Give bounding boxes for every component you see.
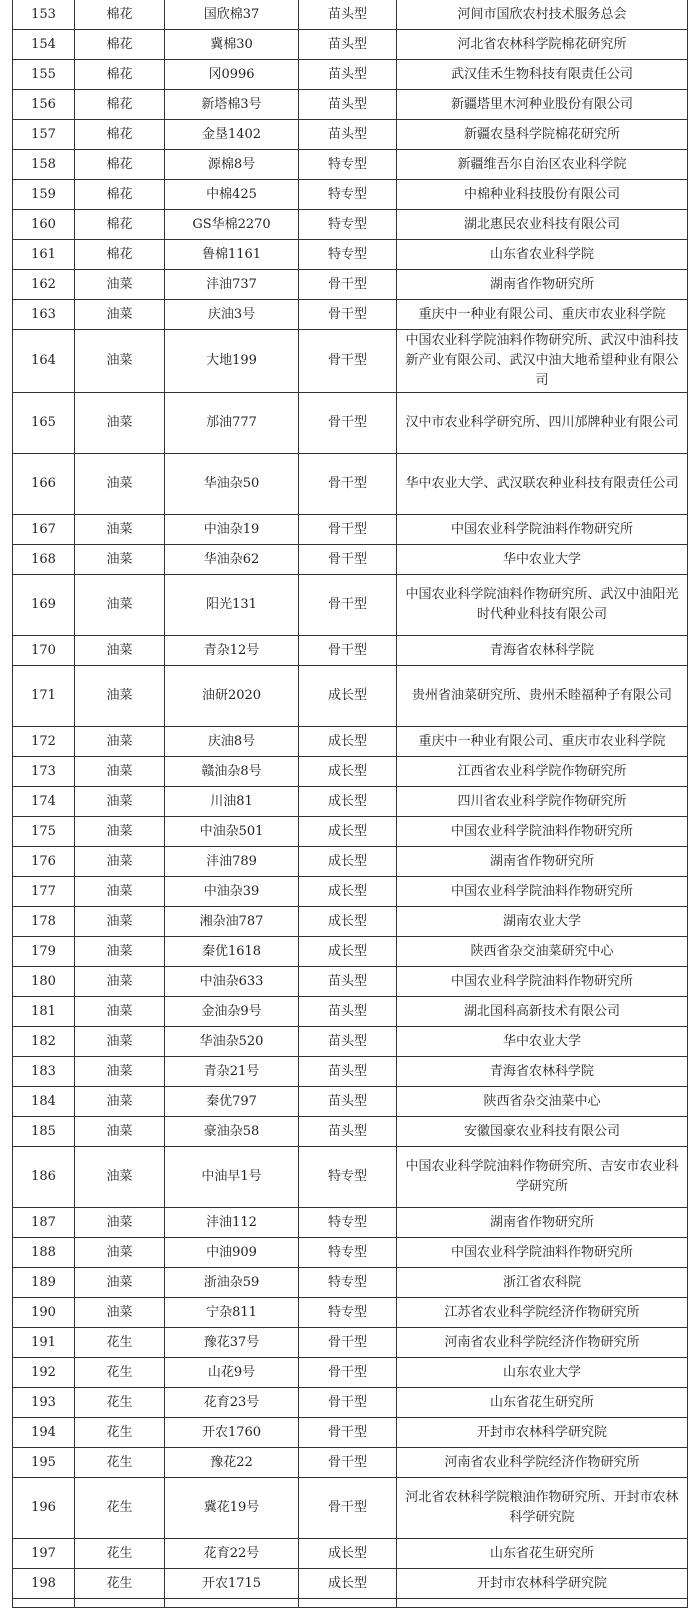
- variety-name-cell: 华油杂50: [165, 454, 299, 515]
- variety-table: [12, 0, 688, 1608]
- crop-cell: 油菜: [75, 575, 165, 636]
- row-number-cell: 185: [13, 1117, 75, 1147]
- table-row: [13, 937, 688, 967]
- row-number-cell: 172: [13, 727, 75, 757]
- table-row: [13, 877, 688, 907]
- organization-cell: 中国农业科学院油料作物研究所: [397, 877, 688, 907]
- row-number-cell: 166: [13, 454, 75, 515]
- table-row: [13, 150, 688, 180]
- crop-cell: 油菜: [75, 1117, 165, 1147]
- table-row: [13, 1208, 688, 1238]
- row-number-cell: 194: [13, 1418, 75, 1448]
- variety-type-cell: 特专型: [299, 1238, 397, 1268]
- crop-cell: 花生: [75, 1569, 165, 1599]
- table-row: [13, 1569, 688, 1599]
- crop-cell: 花生: [75, 1539, 165, 1569]
- row-number-cell: 178: [13, 907, 75, 937]
- row-number-cell: 171: [13, 666, 75, 727]
- row-number-cell: 169: [13, 575, 75, 636]
- row-number-cell: 155: [13, 60, 75, 90]
- organization-cell: 汉中市农业科学研究所、四川邡牌种业有限公司: [397, 393, 688, 454]
- organization-cell: 华中农业大学、武汉联农种业科技有限责任公司: [397, 454, 688, 515]
- organization-cell: 湖南省作物研究所: [397, 270, 688, 300]
- crop-cell: 棉花: [75, 120, 165, 150]
- row-number-cell: 189: [13, 1268, 75, 1298]
- crop-cell: 油菜: [75, 454, 165, 515]
- table-row: [13, 60, 688, 90]
- row-number-cell: 187: [13, 1208, 75, 1238]
- variety-name-cell: 川油81: [165, 787, 299, 817]
- variety-type-cell: 特专型: [299, 1298, 397, 1328]
- organization-cell: 中国农业科学院油料作物研究所: [397, 515, 688, 545]
- row-number-cell: 170: [13, 636, 75, 666]
- crop-cell: 油菜: [75, 1057, 165, 1087]
- variety-name-cell: 邡油777: [165, 393, 299, 454]
- row-number-cell: 154: [13, 30, 75, 60]
- variety-name-cell: 中油早1号: [165, 1147, 299, 1208]
- row-number-cell: 160: [13, 210, 75, 240]
- crop-cell: 油菜: [75, 1238, 165, 1268]
- crop-cell: 花生: [75, 1448, 165, 1478]
- variety-name-cell: 庆油3号: [165, 300, 299, 330]
- variety-type-cell: 特专型: [299, 1208, 397, 1238]
- organization-cell: 陕西省杂交油菜研究中心: [397, 937, 688, 967]
- row-number-cell: 173: [13, 757, 75, 787]
- variety-type-cell: 骨干型: [299, 393, 397, 454]
- variety-type-cell: 特专型: [299, 180, 397, 210]
- variety-type-cell: 骨干型: [299, 1358, 397, 1388]
- crop-cell: 棉花: [75, 180, 165, 210]
- variety-name-cell: 沣油112: [165, 1208, 299, 1238]
- variety-name-cell: 开农1715: [165, 1569, 299, 1599]
- organization-cell: 湖南农业大学: [397, 907, 688, 937]
- organization-cell: 华中农业大学: [397, 545, 688, 575]
- variety-name-cell: 赣油杂8号: [165, 757, 299, 787]
- variety-type-cell: 骨干型: [299, 330, 397, 393]
- variety-type-cell: 骨干型: [299, 1448, 397, 1478]
- table-row: [13, 1147, 688, 1208]
- row-number-cell: 153: [13, 0, 75, 30]
- table-row: [13, 907, 688, 937]
- crop-cell: 油菜: [75, 1268, 165, 1298]
- variety-name-cell: 秦优1618: [165, 937, 299, 967]
- table-row: [13, 575, 688, 636]
- crop-cell: 油菜: [75, 907, 165, 937]
- organization-cell: 青海省农林科学院: [397, 636, 688, 666]
- crop-cell: 油菜: [75, 515, 165, 545]
- row-number-cell: 162: [13, 270, 75, 300]
- organization-cell: 湖南省作物研究所: [397, 1208, 688, 1238]
- row-number-cell: 157: [13, 120, 75, 150]
- crop-cell: 油菜: [75, 545, 165, 575]
- variety-name-cell: 中棉425: [165, 180, 299, 210]
- organization-cell: 安徽国豪农业科技有限公司: [397, 1117, 688, 1147]
- table-row: [13, 666, 688, 727]
- variety-name-cell: 开农1760: [165, 1418, 299, 1448]
- table-row: [13, 636, 688, 666]
- table-row: [13, 997, 688, 1027]
- table-row: [13, 1388, 688, 1418]
- row-number-cell: 184: [13, 1087, 75, 1117]
- organization-cell: 青海省农林科学院: [397, 1057, 688, 1087]
- crop-cell: 油菜: [75, 666, 165, 727]
- crop-cell: 棉花: [75, 210, 165, 240]
- variety-name-cell: 青杂12号: [165, 636, 299, 666]
- variety-name-cell: 中油杂19: [165, 515, 299, 545]
- organization-cell: 山东省花生研究所: [397, 1388, 688, 1418]
- organization-cell: 重庆中一种业有限公司、重庆市农业科学院: [397, 300, 688, 330]
- variety-type-cell: 特专型: [299, 1147, 397, 1208]
- table-row: [13, 120, 688, 150]
- crop-cell: 油菜: [75, 636, 165, 666]
- organization-cell: 河北省农林科学院棉花研究所: [397, 30, 688, 60]
- variety-name-cell: 冈0996: [165, 60, 299, 90]
- organization-cell: 中国农业科学院油料作物研究所: [397, 967, 688, 997]
- variety-type-cell: 苗头型: [299, 1057, 397, 1087]
- variety-name-cell: 中油杂633: [165, 967, 299, 997]
- table-row: [13, 545, 688, 575]
- organization-cell: 江西省农业科学院作物研究所: [397, 757, 688, 787]
- organization-cell: 河北省农林科学院粮油作物研究所、开封市农林科学研究院: [397, 1478, 688, 1539]
- variety-type-cell: 成长型: [299, 666, 397, 727]
- crop-cell: 油菜: [75, 1298, 165, 1328]
- crop-cell: 花生: [75, 1418, 165, 1448]
- table-row: [13, 1268, 688, 1298]
- variety-name-cell: 宁杂811: [165, 1298, 299, 1328]
- row-number-cell: 182: [13, 1027, 75, 1057]
- variety-name-cell: 中油909: [165, 1238, 299, 1268]
- variety-type-cell: 成长型: [299, 907, 397, 937]
- variety-type-cell: 特专型: [299, 210, 397, 240]
- organization-cell: 新疆塔里木河种业股份有限公司: [397, 90, 688, 120]
- table-row: [13, 757, 688, 787]
- variety-type-cell: 成长型: [299, 877, 397, 907]
- row-number-cell: 190: [13, 1298, 75, 1328]
- variety-type-cell: 苗头型: [299, 90, 397, 120]
- variety-type-cell: 骨干型: [299, 515, 397, 545]
- variety-type-cell: 苗头型: [299, 1117, 397, 1147]
- crop-cell: 油菜: [75, 270, 165, 300]
- variety-name-cell: 中油杂501: [165, 817, 299, 847]
- crop-cell: 花生: [75, 1328, 165, 1358]
- table-row: [13, 1448, 688, 1478]
- variety-name-cell: 国欣棉37: [165, 0, 299, 30]
- table-row: [13, 1057, 688, 1087]
- organization-cell: 山东农业大学: [397, 1358, 688, 1388]
- variety-name-cell: 豫花37号: [165, 1328, 299, 1358]
- row-number-cell: 165: [13, 393, 75, 454]
- variety-type-cell: 成长型: [299, 847, 397, 877]
- variety-type-cell: 苗头型: [299, 1087, 397, 1117]
- table-row: [13, 300, 688, 330]
- row-number-cell: 174: [13, 787, 75, 817]
- organization-cell: 武汉佳禾生物科技有限责任公司: [397, 60, 688, 90]
- organization-cell: 四川省农业科学院作物研究所: [397, 787, 688, 817]
- variety-type-cell: 苗头型: [299, 120, 397, 150]
- variety-type-cell: 苗头型: [299, 30, 397, 60]
- row-number-cell: 186: [13, 1147, 75, 1208]
- table-row: [13, 1478, 688, 1539]
- table-row: [13, 1027, 688, 1057]
- variety-type-cell: 特专型: [299, 150, 397, 180]
- variety-type-cell: 成长型: [299, 787, 397, 817]
- table-row: [13, 454, 688, 515]
- crop-cell: 油菜: [75, 787, 165, 817]
- crop-cell: 棉花: [75, 30, 165, 60]
- row-number-cell: 177: [13, 877, 75, 907]
- organization-cell: 中国农业科学院油料作物研究所、吉安市农业科学研究所: [397, 1147, 688, 1208]
- crop-cell: 油菜: [75, 817, 165, 847]
- table-row: [13, 727, 688, 757]
- organization-cell: 中国农业科学院油料作物研究所: [397, 1238, 688, 1268]
- variety-name-cell: 湘杂油787: [165, 907, 299, 937]
- table-row: [13, 1418, 688, 1448]
- organization-cell: 浙江省农科院: [397, 1268, 688, 1298]
- variety-name-cell: 花育22号: [165, 1539, 299, 1569]
- variety-type-cell: 成长型: [299, 817, 397, 847]
- variety-type-cell: 骨干型: [299, 1388, 397, 1418]
- row-number-cell: 156: [13, 90, 75, 120]
- row-number-cell: 181: [13, 997, 75, 1027]
- variety-name-cell: 中油杂39: [165, 877, 299, 907]
- variety-name-cell: 沣油737: [165, 270, 299, 300]
- table-row: [13, 1238, 688, 1268]
- organization-cell: 陕西省杂交油菜中心: [397, 1087, 688, 1117]
- variety-name-cell: GS华棉2270: [165, 210, 299, 240]
- organization-cell: 河间市国欣农村技术服务总会: [397, 0, 688, 30]
- variety-type-cell: 苗头型: [299, 0, 397, 30]
- variety-type-cell: 骨干型: [299, 636, 397, 666]
- row-number-cell: 179: [13, 937, 75, 967]
- crop-cell: 油菜: [75, 967, 165, 997]
- table-row: [13, 515, 688, 545]
- row-number-cell: 168: [13, 545, 75, 575]
- table-row: [13, 1298, 688, 1328]
- variety-type-cell: 骨干型: [299, 545, 397, 575]
- variety-name-cell: 鲁棉1161: [165, 240, 299, 270]
- organization-cell: 重庆中一种业有限公司、重庆市农业科学院: [397, 727, 688, 757]
- row-number-cell: 183: [13, 1057, 75, 1087]
- variety-name-cell: 源棉8号: [165, 150, 299, 180]
- row-number-cell: 180: [13, 967, 75, 997]
- row-number-cell: 191: [13, 1328, 75, 1358]
- row-number-cell: 176: [13, 847, 75, 877]
- variety-type-cell: 成长型: [299, 757, 397, 787]
- row-number-cell: 161: [13, 240, 75, 270]
- variety-name-cell: 豪油杂58: [165, 1117, 299, 1147]
- crop-cell: 油菜: [75, 393, 165, 454]
- table-row: [13, 210, 688, 240]
- crop-cell: 花生: [75, 1478, 165, 1539]
- variety-name-cell: 豫花22: [165, 1448, 299, 1478]
- organization-cell: 华中农业大学: [397, 1027, 688, 1057]
- organization-cell: 湖北惠民农业科技有限公司: [397, 210, 688, 240]
- organization-cell: 中棉种业科技股份有限公司: [397, 180, 688, 210]
- table-row: [13, 270, 688, 300]
- crop-cell: 油菜: [75, 727, 165, 757]
- variety-type-cell: 骨干型: [299, 270, 397, 300]
- row-number-cell: 164: [13, 330, 75, 393]
- crop-cell: 油菜: [75, 877, 165, 907]
- organization-cell: 中国农业科学院油料作物研究所、武汉中油阳光时代种业科技有限公司: [397, 575, 688, 636]
- variety-name-cell: 金油杂9号: [165, 997, 299, 1027]
- variety-type-cell: 成长型: [299, 937, 397, 967]
- variety-name-cell: 华油杂62: [165, 545, 299, 575]
- variety-type-cell: 苗头型: [299, 997, 397, 1027]
- crop-cell: 棉花: [75, 90, 165, 120]
- variety-name-cell: 阳光131: [165, 575, 299, 636]
- crop-cell: 油菜: [75, 937, 165, 967]
- variety-type-cell: 骨干型: [299, 1328, 397, 1358]
- variety-type-cell: 特专型: [299, 240, 397, 270]
- table-row: [13, 967, 688, 997]
- organization-cell: 中国农业科学院油料作物研究所: [397, 817, 688, 847]
- table-row: [13, 180, 688, 210]
- variety-name-cell: 大地199: [165, 330, 299, 393]
- variety-type-cell: 成长型: [299, 1539, 397, 1569]
- variety-type-cell: 成长型: [299, 727, 397, 757]
- crop-cell: 棉花: [75, 240, 165, 270]
- organization-cell: 中国农业科学院油料作物研究所、武汉中油科技新产业有限公司、武汉中油大地希望种业有限公司: [397, 330, 688, 393]
- row-number-cell: 195: [13, 1448, 75, 1478]
- row-number-cell: 198: [13, 1569, 75, 1599]
- organization-cell: 开封市农林科学研究院: [397, 1418, 688, 1448]
- crop-cell: 油菜: [75, 330, 165, 393]
- organization-cell: 湖北国科高新技术有限公司: [397, 997, 688, 1027]
- variety-name-cell: 油研2020: [165, 666, 299, 727]
- crop-cell: 油菜: [75, 1027, 165, 1057]
- table-row: [13, 1328, 688, 1358]
- row-number-cell: 167: [13, 515, 75, 545]
- organization-cell: 河南省农业科学院经济作物研究所: [397, 1328, 688, 1358]
- variety-name-cell: 庆油8号: [165, 727, 299, 757]
- variety-name-cell: 新塔棉3号: [165, 90, 299, 120]
- table-row: [13, 393, 688, 454]
- organization-cell: 山东省花生研究所: [397, 1539, 688, 1569]
- table-row: [13, 847, 688, 877]
- organization-cell: 江苏省农业科学院经济作物研究所: [397, 1298, 688, 1328]
- table-row-partial: [13, 1599, 688, 1608]
- variety-name-cell: 浙油杂59: [165, 1268, 299, 1298]
- crop-cell: 棉花: [75, 0, 165, 30]
- organization-cell: 河南省农业科学院经济作物研究所: [397, 1448, 688, 1478]
- crop-cell: 油菜: [75, 997, 165, 1027]
- variety-name-cell: 冀棉30: [165, 30, 299, 60]
- table-row: [13, 817, 688, 847]
- row-number-cell: 175: [13, 817, 75, 847]
- variety-type-cell: 苗头型: [299, 60, 397, 90]
- organization-cell: 贵州省油菜研究所、贵州禾睦福种子有限公司: [397, 666, 688, 727]
- variety-type-cell: 骨干型: [299, 300, 397, 330]
- row-number-cell: 159: [13, 180, 75, 210]
- crop-cell: 油菜: [75, 300, 165, 330]
- table-row: [13, 0, 688, 30]
- variety-name-cell: 花育23号: [165, 1388, 299, 1418]
- row-number-cell: 192: [13, 1358, 75, 1388]
- row-number-cell: 197: [13, 1539, 75, 1569]
- crop-cell: 花生: [75, 1358, 165, 1388]
- row-number-cell: 158: [13, 150, 75, 180]
- crop-cell: 油菜: [75, 1208, 165, 1238]
- table-row: [13, 330, 688, 393]
- variety-type-cell: 骨干型: [299, 1478, 397, 1539]
- variety-name-cell: 冀花19号: [165, 1478, 299, 1539]
- variety-type-cell: 骨干型: [299, 454, 397, 515]
- table-row: [13, 1358, 688, 1388]
- crop-cell: 油菜: [75, 847, 165, 877]
- crop-cell: 油菜: [75, 1087, 165, 1117]
- table-row: [13, 90, 688, 120]
- crop-cell: 油菜: [75, 1147, 165, 1208]
- variety-name-cell: 华油杂520: [165, 1027, 299, 1057]
- organization-cell: 湖南省作物研究所: [397, 847, 688, 877]
- variety-type-cell: 骨干型: [299, 1418, 397, 1448]
- variety-type-cell: 骨干型: [299, 575, 397, 636]
- variety-table-body: [13, 0, 688, 1608]
- crop-cell: 棉花: [75, 150, 165, 180]
- table-row: [13, 240, 688, 270]
- variety-name-cell: 沣油789: [165, 847, 299, 877]
- crop-cell: 油菜: [75, 757, 165, 787]
- row-number-cell: 163: [13, 300, 75, 330]
- table-row: [13, 1087, 688, 1117]
- crop-cell: 花生: [75, 1388, 165, 1418]
- variety-name-cell: 青杂21号: [165, 1057, 299, 1087]
- organization-cell: 新疆维吾尔自治区农业科学院: [397, 150, 688, 180]
- table-row: [13, 1539, 688, 1569]
- row-number-cell: 188: [13, 1238, 75, 1268]
- variety-name-cell: 金垦1402: [165, 120, 299, 150]
- row-number-cell: 196: [13, 1478, 75, 1539]
- crop-cell: 棉花: [75, 60, 165, 90]
- variety-name-cell: 秦优797: [165, 1087, 299, 1117]
- row-number-cell: 193: [13, 1388, 75, 1418]
- table-row: [13, 30, 688, 60]
- variety-name-cell: 山花9号: [165, 1358, 299, 1388]
- variety-type-cell: 苗头型: [299, 1027, 397, 1057]
- organization-cell: 开封市农林科学研究院: [397, 1569, 688, 1599]
- variety-type-cell: 成长型: [299, 1569, 397, 1599]
- variety-type-cell: 特专型: [299, 1268, 397, 1298]
- variety-type-cell: 苗头型: [299, 967, 397, 997]
- organization-cell: 山东省农业科学院: [397, 240, 688, 270]
- table-row: [13, 1117, 688, 1147]
- organization-cell: 新疆农垦科学院棉花研究所: [397, 120, 688, 150]
- table-row: [13, 787, 688, 817]
